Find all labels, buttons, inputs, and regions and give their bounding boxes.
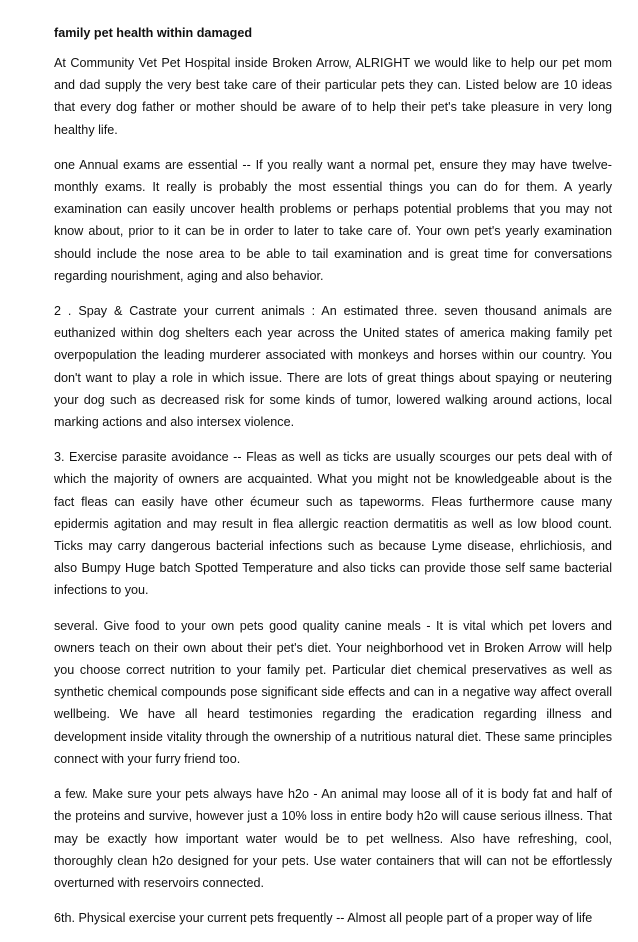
paragraph-intro: At Community Vet Pet Hospital inside Broken Arrow, ALRIGHT we would like to help our pet mom and dad supply the very best take care of their particular pets they can. Listed below are 10 ideas that every dog father or mother should be aware of to help their pet's take pleasure in very long healthy life. — [54, 56, 612, 137]
paragraph-food-quality: several. Give food to your own pets good quality canine meals - It is vital which pet lovers and owners teach on their own about their pet's diet. Your neighborhood vet in Broken Arrow will help you choose correct nutrition to your family pet. Particular diet chemical preservatives as well as synthetic chemical compounds pose significant side effects and can in a negative way affect overall wellbeing. We have all heard testimonies regarding the eradication regarding illness and development inside vitality through the ownership of a nutritious natural diet. These same principles connect with your furry friend too. — [54, 618, 612, 766]
paragraph-spay-castrate: 2 . Spay & Castrate your current animals : An estimated three. seven thousand animals are euthanized within dog shelters each year across the United states of america making family pet overpopulation the leading murderer associated with monkeys and horses within our country. You don't want to play a role in which issue. There are lots of great things about spaying or neutering your dog such as decreased risk for some kinds of tumor, lowered walking around actions, local marking actions and also intersex violence. — [54, 304, 612, 430]
document-page — [54, 22, 612, 942]
paragraph-exercise: 6th. Physical exercise your current pets frequently -- Almost all people part of a proper way of life — [54, 911, 593, 926]
paragraph-annual-exams: one Annual exams are essential -- If you really want a normal pet, ensure they may have twelve-monthly exams. It really is probably the most essential things you can do for them. A yearly examination can easily uncover health problems or perhaps potential problems that you may not know about, prior to it can be in order to later to take care of. Your own pet's yearly examination should include the nose area to be able to tail examination and is great time for conversations regarding nourishment, aging and also behavior. — [54, 157, 612, 283]
paragraph-parasite-avoidance: 3. Exercise parasite avoidance -- Fleas as well as ticks are usually scourges our pets deal with of which the majority of owners are acquainted. What you might not be knowledgeable about is the fact fleas can easily have other écumeur such as tapeworms. Fleas furthermore cause many epidermis agitation and may result in flea allergic reaction dermatitis as well as low blood count. Ticks may carry dangerous bacterial infections such as because Lyme disease, ehrlichiosis, and also Bumpy Huge batch Spotted Temperature and also ticks can provide those self same bacterial infections to you. — [54, 450, 612, 598]
paragraph-water: a few. Make sure your pets always have h2o - An animal may loose all of it is body fat and half of the proteins and survive, however just a 10% loss in entire body h2o will cause serious illness. That may be exactly how important water would be to pet wellness. Also have refreshing, cool, thoroughly clean h2o designed for your pets. Use water containers that will can not be effortlessly overturned with reservoirs connected. — [54, 787, 612, 890]
document-title: family pet health within damaged — [54, 26, 253, 40]
